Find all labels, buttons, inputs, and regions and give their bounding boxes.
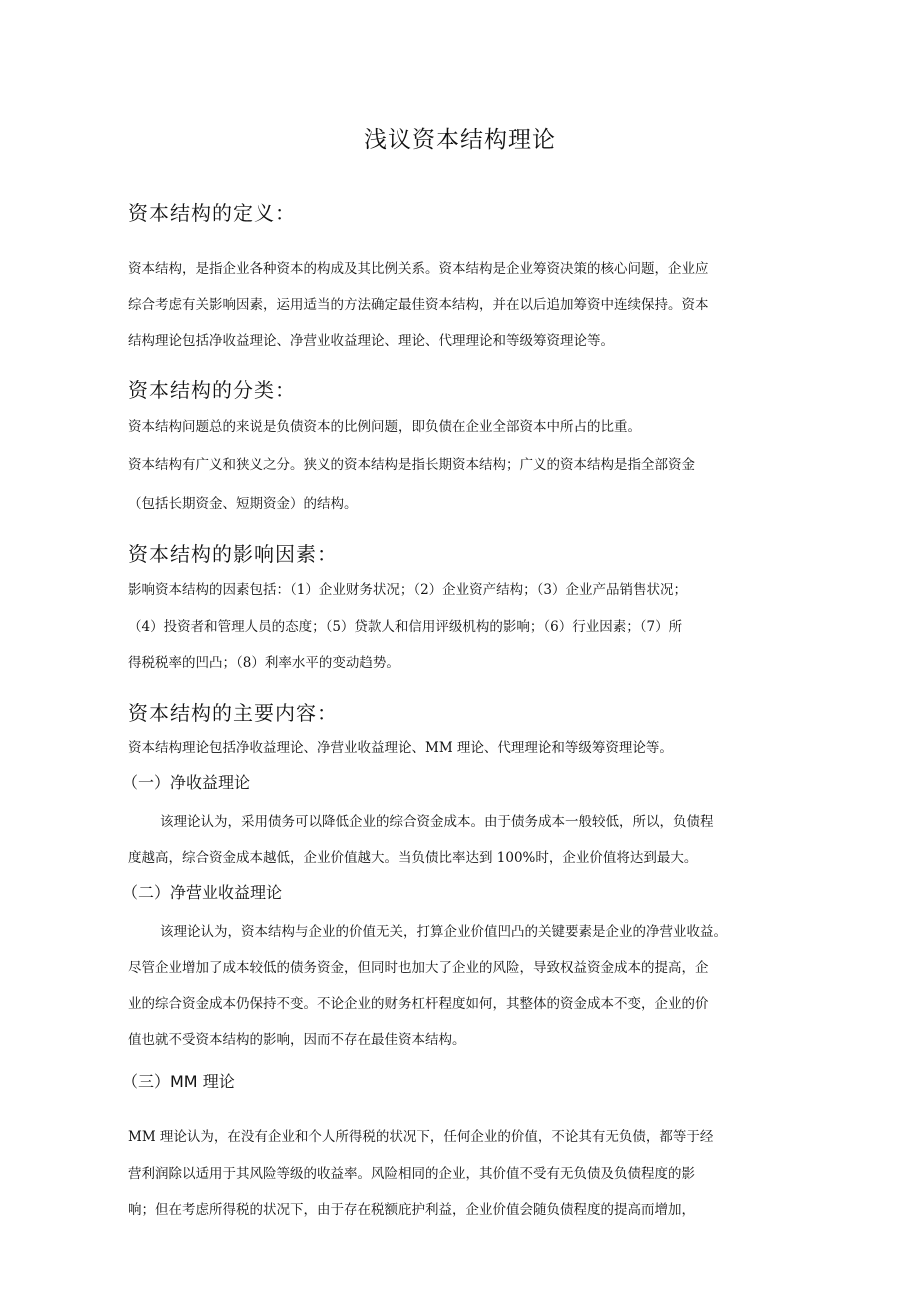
paragraph-line: MM 理论认为，在没有企业和个人所得税的状况下，任何企业的价值，不论其有无负债，都等于经	[128, 1129, 714, 1145]
paragraph-line: （包括长期资金、短期资金）的结构。	[128, 496, 358, 512]
paragraph-line: 值也就不受资本结构的影响，因而不存在最佳资本结构。	[128, 1032, 466, 1048]
paragraph-line: 结构理论包括净收益理论、净营业收益理论、理论、代理理论和等级筹资理论等。	[128, 333, 614, 349]
paragraph-line: 该理论认为，资本结构与企业的价值无关，打算企业价值凹凸的关键要素是企业的净营业收益。	[160, 924, 727, 940]
paragraph-line: 业的综合资金成本仍保持不变。不论企业的财务杠杆程度如何，其整体的资金成本不变，企业的价	[128, 996, 709, 1012]
paragraph-line: 资本结构问题总的来说是负债资本的比例问题，即负债在企业全部资本中所占的比重。	[128, 419, 641, 435]
paragraph-line: 影响资本结构的因素包括：（1）企业财务状况；（2）企业资产结构；（3）企业产品销售状况；	[128, 582, 688, 598]
paragraph-line: 资本结构理论包括净收益理论、净营业收益理论、MM 理论、代理理论和等级筹资理论等。	[128, 740, 673, 756]
paragraph-line: 响；但在考虑所得税的状况下，由于存在税额庇护利益，企业价值会随负债程度的提高而增加，	[128, 1202, 695, 1218]
paragraph-line: 资本结构，是指企业各种资本的构成及其比例关系。资本结构是企业筹资决策的核心问题，企业应	[128, 261, 709, 277]
page-title: 浅议资本结构理论	[364, 127, 556, 153]
paragraph-line: （4）投资者和管理人员的态度；（5）贷款人和信用评级机构的影响；（6）行业因素；（7）所	[128, 619, 683, 635]
paragraph-line: 该理论认为，采用债务可以降低企业的综合资金成本。由于债务成本一般较低，所以，负债程	[160, 814, 714, 830]
section-heading-definition: 资本结构的定义：	[128, 201, 296, 225]
paragraph-line: 资本结构有广义和狭义之分。狭义的资本结构是指长期资本结构；广义的资本结构是指全部资金	[128, 457, 695, 473]
paragraph-line: 综合考虑有关影响因素，运用适当的方法确定最佳资本结构，并在以后追加筹资中连续保持。资本	[128, 297, 709, 313]
paragraph-line: 尽管企业增加了成本较低的债务资金，但同时也加大了企业的风险，导致权益资金成本的提高，企	[128, 960, 709, 976]
paragraph-line: 营利润除以适用于其风险等级的收益率。风险相同的企业，其价值不受有无负债及负债程度的影	[128, 1166, 695, 1182]
paragraph-line: 得税税率的凹凸；（8）利率水平的变动趋势。	[128, 655, 400, 671]
subsection-heading-mm-theory: （三）MM 理论	[122, 1072, 235, 1091]
subsection-heading-net-income: （一）净收益理论	[122, 773, 251, 792]
section-heading-main-content: 资本结构的主要内容：	[128, 701, 338, 725]
section-heading-factors: 资本结构的影响因素：	[128, 542, 338, 566]
section-heading-classification: 资本结构的分类：	[128, 378, 296, 402]
subsection-heading-net-operating-income: （二）净营业收益理论	[122, 883, 283, 902]
paragraph-line: 度越高，综合资金成本越低，企业价值越大。当负债比率达到 100%时，企业价值将达到最大。	[128, 850, 698, 866]
